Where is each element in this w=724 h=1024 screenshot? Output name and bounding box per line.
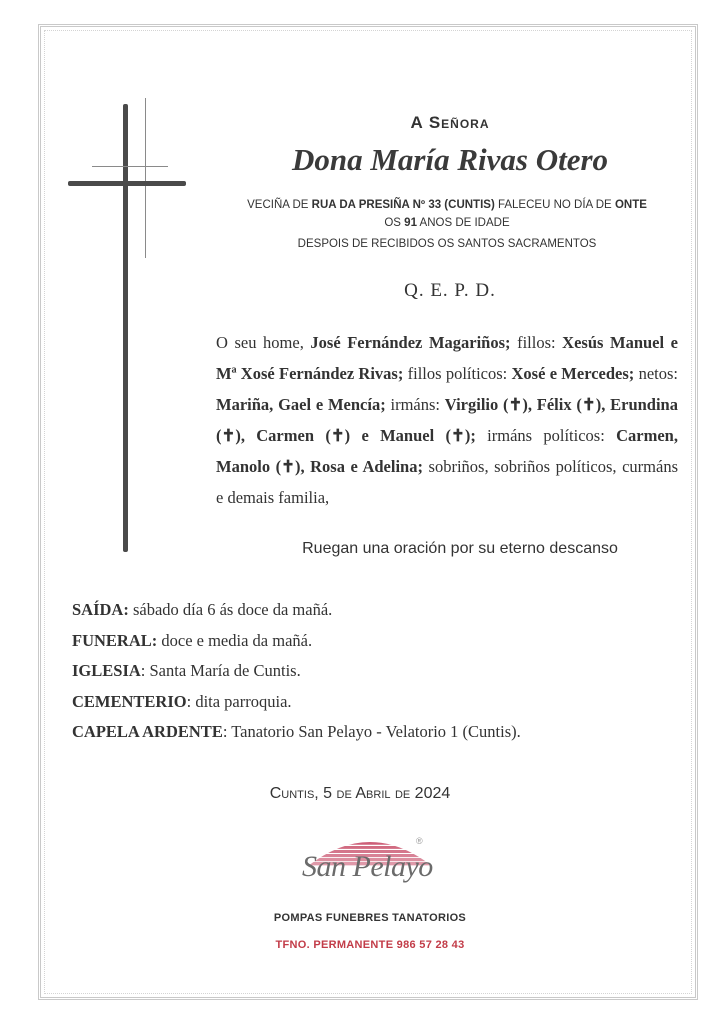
- death-info: [210, 196, 684, 232]
- logo-text: San Pelayo: [302, 850, 433, 883]
- family-names: Virgilio (✝), Félix (✝), Erundina (✝), Carmen (✝) e Manuel (✝);: [216, 395, 678, 445]
- detail-value: : Santa María de Cuntis.: [140, 661, 301, 680]
- address: RUA DA PRESIÑA Nº 33 (CUNTIS): [311, 199, 495, 211]
- detail-row: [72, 598, 692, 629]
- registered-mark: ®: [416, 836, 423, 846]
- family-names: José Fernández Magariños;: [310, 333, 511, 352]
- info-text: OS: [384, 217, 405, 229]
- notice-date: Cuntis, 5 de Abril de 2024: [269, 785, 451, 802]
- family-text: fillos:: [510, 333, 563, 352]
- family-text: irmáns políticos:: [475, 426, 617, 445]
- cross-shadow-horizontal: [92, 166, 168, 167]
- family-names: Mariña, Gael e Mencía;: [216, 395, 386, 414]
- salutation: A Señora: [410, 113, 490, 132]
- detail-label: CEMENTERIO: [72, 691, 187, 711]
- detail-row: [72, 659, 692, 690]
- detail-row: [72, 690, 692, 721]
- family-text: sobriños, sobriños políticos, curmáns e demais familia,: [216, 457, 679, 507]
- family-text: netos:: [634, 364, 678, 383]
- detail-value: : Tanatorio San Pelayo - Velatorio 1 (Cuntis).: [222, 722, 521, 741]
- family-names: Carmen, Manolo (✝), Rosa e Adelina;: [216, 426, 678, 476]
- detail-row: [72, 720, 692, 751]
- family-names: Xesús Manuel e Mª Xosé Fernández Rivas;: [216, 333, 678, 383]
- detail-value: : dita parroquia.: [186, 691, 292, 711]
- family-text: fillos políticos:: [403, 364, 512, 383]
- detail-value: sábado día 6 ás doce da mañá.: [128, 600, 333, 619]
- family-text: O seu home,: [216, 333, 311, 352]
- deceased-name: Dona María Rivas Otero: [291, 142, 609, 177]
- logo-stripe: [300, 846, 440, 849]
- detail-label: CAPELA ARDENTE: [72, 722, 223, 741]
- qepd: Q. E. P. D.: [404, 280, 496, 301]
- logo-stripe: [300, 830, 440, 832]
- info-text: VECIÑA DE: [247, 199, 312, 211]
- detail-label: IGLESIA: [72, 661, 141, 680]
- detail-label: FUNERAL:: [72, 630, 158, 650]
- cross-bar: [68, 181, 186, 186]
- family-paragraph: [216, 327, 678, 513]
- cross-shadow-vertical: [145, 98, 146, 258]
- family-names: Xosé e Mercedes;: [511, 364, 635, 383]
- prayer-line: Ruegan una oración por su eterno descanso: [302, 540, 618, 557]
- tagline: POMPAS FUNEBRES TANATORIOS: [273, 912, 467, 924]
- detail-row: [72, 629, 692, 660]
- detail-label: SAÍDA:: [72, 600, 129, 619]
- service-details: [72, 598, 692, 751]
- family-text: irmáns:: [385, 395, 445, 414]
- sacraments-line: DESPOIS DE RECIBIDOS OS SANTOS SACRAMENTOS: [297, 238, 597, 250]
- age: 91: [404, 217, 417, 229]
- detail-value: doce e media da mañá.: [157, 630, 313, 650]
- phone-number: TFNO. PERMANENTE 986 57 28 43: [275, 939, 465, 951]
- info-text: ANOS DE IDADE: [416, 217, 510, 229]
- death-day: ONTE: [614, 199, 647, 211]
- cross-icon: [123, 104, 128, 552]
- info-text: FALECEU NO DÍA DE: [494, 199, 615, 211]
